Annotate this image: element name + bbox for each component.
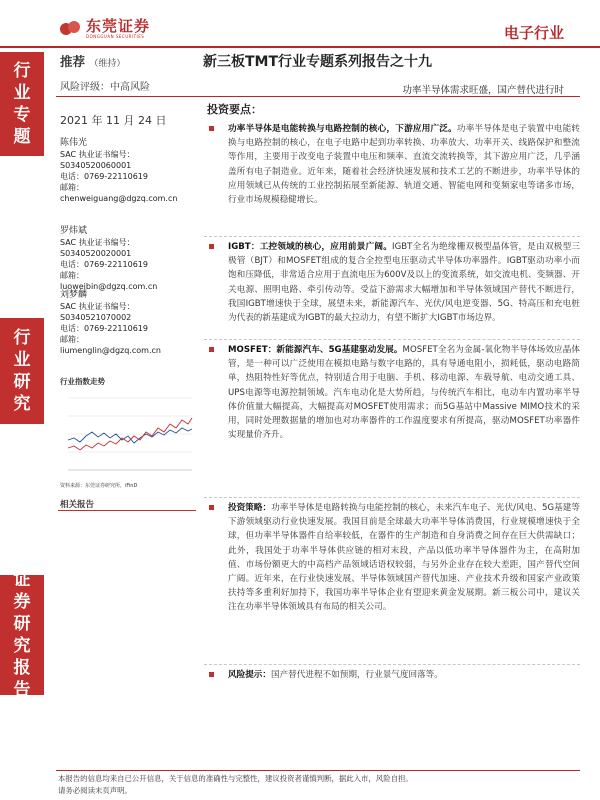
- bullet-text: MOSFET全名为金属-氧化物半导体场效应晶体管，是一种可以广泛使用在模拟电路与数字电路的，具有导通电阻小，损耗低，驱动电路简单，热阻特性好等优点，特别适合用于电脑、手机、移动电源、车载导航、电动交通工具、UPS电源等电源控制领域。汽车电动化是大势所趋，与传统汽车相比，电动车内置功率半导体价值量大幅提高，大幅提高对MOSFET使用需求；而5G基站中Massive MIMO技术的采用，同时处理数据量的增加也对功率器件的工作温度要求有所提高，驱动MOSFET功率器件实现量价齐升。: [228, 345, 581, 441]
- analyst-email[interactable]: liumenglin@dgzq.com.cn: [60, 346, 161, 355]
- series-line-market: [68, 428, 192, 443]
- index-trend-chart: [58, 388, 196, 478]
- page-header: [0, 0, 600, 48]
- title-rule: [56, 96, 580, 97]
- company-logo: [60, 18, 150, 39]
- bullet-text: 功率半导体是电子装置中电能转换与电路控制的核心，在电子电路中起到功率转换、功率放大、功率开关、线路保护和整流等作用，主要用于改变电子装置中电压和频率、直流交流转换等，其下游应用广泛，几乎涵盖所有电子制造业。近年来，随着社会经济快速发展和技术工艺的不断进步，功率半导体的应用领域已从传统的工业控制拓展至新能源、轨道交通、智能电网和变频家电等诸多市场，行业市场规模稳健增长。: [228, 124, 580, 206]
- bullet-square-icon: [209, 126, 214, 131]
- bullet-power-semiconductor: [209, 122, 580, 207]
- bullet-square-icon: [209, 244, 214, 249]
- analyst-email-label: 邮箱：: [60, 271, 84, 280]
- analyst-name: 罗炜斌: [60, 226, 88, 236]
- bullet-square-icon: [209, 672, 214, 677]
- index-chart-title: 行业指数走势: [60, 377, 105, 386]
- rating-label: 推荐: [60, 54, 86, 69]
- analyst-email[interactable]: chenweiguang@dgzq.com.cn: [60, 194, 178, 203]
- bullet-lead: 风险提示：: [228, 670, 271, 680]
- bullet-igbt: [209, 240, 580, 325]
- investment-points-title: 投资要点：: [207, 103, 262, 116]
- analyst-name: 陈伟光: [60, 138, 88, 148]
- analyst-name: 刘梦麟: [60, 290, 88, 300]
- analyst-card: [60, 290, 161, 356]
- analyst-email-label: 邮箱：: [60, 183, 84, 192]
- bullet-lead: 投资策略：: [228, 503, 272, 513]
- sector-title: 电子行业: [503, 24, 564, 42]
- analyst-email[interactable]: luoweibin@dgzq.com.cn: [60, 282, 158, 291]
- side-tab-industry-research: 行 业 研 究: [0, 318, 44, 424]
- analyst-cert-label: SAC 执业证书编号：: [60, 150, 135, 159]
- analyst-cert: S0340520020001: [60, 249, 132, 258]
- related-reports-rule: [58, 510, 196, 511]
- section-divider: [204, 497, 580, 498]
- bullet-mosfet: [209, 343, 580, 442]
- footer-rule: [56, 770, 580, 771]
- analyst-phone: 电话：0769-22110619: [60, 324, 148, 333]
- logo-emblem-icon: [60, 21, 82, 37]
- bullet-lead: 功率半导体是电能转换与电路控制的核心，下游应用广泛。: [228, 124, 457, 134]
- side-tab-securities-report: 证 券 研 究 报 告: [0, 575, 44, 695]
- bullet-square-icon: [209, 505, 214, 510]
- footer-disclaimer: [58, 773, 582, 797]
- report-subtitle: 功率半导体需求旺盛，国产替代进行时: [402, 85, 564, 96]
- side-tab-industry-topic: 行 业 专 题: [0, 52, 44, 156]
- section-divider: [204, 339, 580, 340]
- analyst-email-label: 邮箱：: [60, 335, 84, 344]
- section-divider: [204, 664, 580, 665]
- related-reports-title: 相关报告: [60, 500, 95, 510]
- analyst-cert-label: SAC 执业证书编号：: [60, 302, 135, 311]
- analyst-cert: S0340520060001: [60, 161, 132, 170]
- bullet-lead: MOSFET：新能源汽车、5G基建驱动发展。: [228, 345, 403, 355]
- bullet-text: IGBT全名为绝缘栅双极型晶体管，是由双极型三极管（BJT）和MOSFET组成的复合全控型电压驱动式半导体功率器件。IGBT驱动功率小而饱和压降低，非常适合应用于直流电压为600V及以上的变流系统，如交流电机、变频器、开关电源、照明电路、牵引传动等。受益下游需求大幅增加和半导体领域国产替代不断进行，我国IGBT增速快于全球，展望未来，新能源汽车、光伏/风电逆变器、5G、特高压和充电桩为代表的新基建成为IGBT的最大拉动力，有望不断扩大IGBT市场边界。: [228, 242, 580, 324]
- analyst-cert: S0340521070002: [60, 313, 132, 322]
- analyst-card: [60, 138, 177, 204]
- bullet-risk-warning: [209, 668, 580, 682]
- report-date: 2021 年 11 月 24 日: [60, 114, 167, 127]
- bullet-investment-strategy: [209, 501, 580, 615]
- analyst-phone: 电话：0769-22110619: [60, 260, 148, 269]
- footer-line-2: 请务必阅读末页声明。: [58, 786, 132, 795]
- bullet-text: 国产替代进程不如预期，行业景气度回落等。: [270, 670, 443, 680]
- index-chart-source: 资料来源：东莞证券研究所，iFinD: [60, 483, 138, 489]
- risk-rating: 风险评级：中高风险: [60, 82, 150, 93]
- bullet-text: 功率半导体是电路转换与电能控制的核心，未来汽车电子、光伏/风电、5G基建等下游领域驱动行业快速发展。我国目前是全球最大功率半导体消费国，行业规模增速快于全球，但功率半导体器件自给率较低，在器件的生产制造和自身消费之间存在巨大供需缺口；此外，我国处于功率半导体供应链的相对末段，产品以低功率半导体器件为主，在高附加值、市场份额更大的中高档产品领域话语权较弱，与另外企业存在较大差距，国产替代空间广阔。近年来，在行业快速发展、半导体领域国产替代加速、产业技术升级和国家产业政策扶持等多重利好加持下，我国功率半导体企业有望迎来黄金发展期。新三板公司中，建议关注在功率半导体领域具有布局的相关公司。: [228, 503, 580, 613]
- bullet-lead: IGBT：工控领域的核心，应用前景广阔。: [228, 242, 393, 252]
- analyst-card: [60, 226, 157, 292]
- bullet-square-icon: [209, 347, 214, 352]
- rating-sub: （维持）: [89, 59, 126, 69]
- logo-name-cn: 东莞证券: [86, 17, 151, 35]
- logo-name-en: DONGGUAN SECURITIES: [86, 34, 145, 39]
- header-rule: [0, 46, 600, 48]
- rating: [60, 52, 125, 70]
- analyst-phone: 电话：0769-22110619: [60, 172, 148, 181]
- section-divider: [204, 236, 580, 237]
- report-title: 新三板TMT行业专题系列报告之十九: [203, 54, 433, 70]
- analyst-cert-label: SAC 执业证书编号：: [60, 238, 135, 247]
- footer-line-1: 本报告的信息均来自已公开信息，关于信息的准确性与完整性，建议投资者谨慎判断，据此入市，风险自担。: [58, 774, 413, 783]
